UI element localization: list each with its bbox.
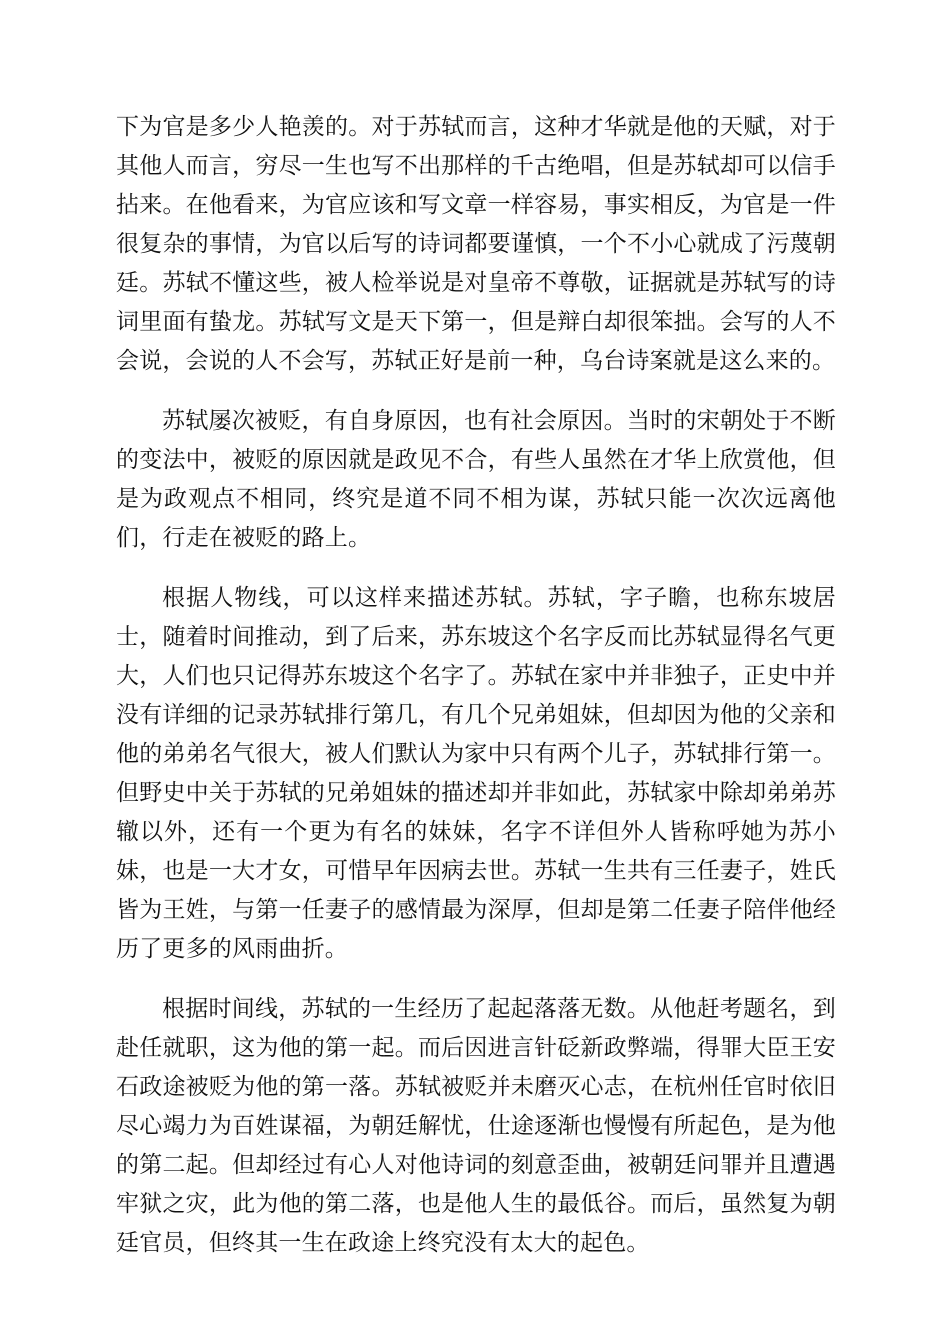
paragraph-2: 苏轼屡次被贬，有自身原因，也有社会原因。当时的宋朝处于不断的变法中，被贬的原因就是政见不合，有些人虽然在才华上欣赏他，但是为政观点不相同，终究是道不同不相为谋，苏轼只能一次次远离他们，行走在被贬的路上。 xyxy=(116,408,836,551)
paragraph-1: 下为官是多少人艳羡的。对于苏轼而言，这种才华就是他的天赋，对于其他人而言，穷尽一生也写不出那样的千古绝唱，但是苏轼却可以信手拈来。在他看来，为官应该和写文章一样容易，事实相反，为官是一件很复杂的事情，为官以后写的诗词都要谨慎，一个不小心就成了污蔑朝廷。苏轼不懂这些，被人检举说是对皇帝不尊敬，证据就是苏轼写的诗词里面有蛰龙。苏轼写文是天下第一，但是辩白却很笨拙。会写的人不会说，会说的人不会写，苏轼正好是前一种，乌台诗案就是这么来的。 xyxy=(116,114,836,374)
paragraph-4: 根据时间线，苏轼的一生经历了起起落落无数。从他赶考题名，到赴任就职，这为他的第一起。而后因进言针砭新政弊端，得罪大臣王安石政途被贬为他的第一落。苏轼被贬并未磨灭心志，在杭州任官时依旧尽心竭力为百姓谋福，为朝廷解忧，仕途逐渐也慢慢有所起色，是为他的第二起。但却经过有心人对他诗词的刻意歪曲，被朝廷问罪并且遭遇牢狱之灾，此为他的第二落，也是他人生的最低谷。而后，虽然复为朝廷官员，但终其一生在政途上终究没有太大的起色。 xyxy=(116,996,836,1256)
paragraph-3: 根据人物线，可以这样来描述苏轼。苏轼，字子瞻，也称东坡居士，随着时间推动，到了后来，苏东坡这个名字反而比苏轼显得名气更大，人们也只记得苏东坡这个名字了。苏轼在家中并非独子，正史中并没有详细的记录苏轼排行第几，有几个兄弟姐妹，但却因为他的父亲和他的弟弟名气很大，被人们默认为家中只有两个儿子，苏轼排行第一。但野史中关于苏轼的兄弟姐妹的描述却并非如此，苏轼家中除却弟弟苏辙以外，还有一个更为有名的妹妹，名字不详但外人皆称呼她为苏小妹，也是一大才女，可惜早年因病去世。苏轼一生共有三任妻子，姓氏皆为王姓，与第一任妻子的感情最为深厚，但却是第二任妻子陪伴他经历了更多的风雨曲折。 xyxy=(116,585,836,962)
document-body xyxy=(116,108,836,1284)
